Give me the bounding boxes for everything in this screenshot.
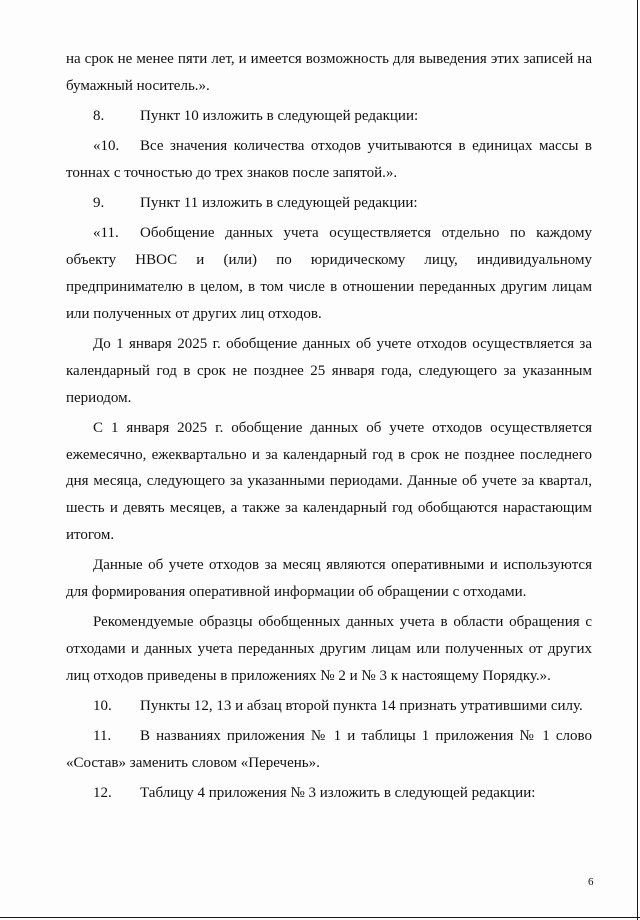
document-body	[66, 46, 592, 807]
item-11-quote	[66, 220, 592, 247]
text-line: или полученных от других лиц отходов.	[66, 305, 322, 322]
item-number: 9.	[93, 195, 105, 212]
text-line: «Состав» заменить словом «Перечень».	[66, 754, 320, 771]
item-text: Пункт 10 изложить в следующей редакции:	[140, 107, 419, 124]
item-number: 11.	[93, 728, 112, 745]
text-line: дня месяца, следующего за указанными периодами. Данные об учете за квартал,	[66, 473, 592, 490]
page-number: 6	[588, 876, 594, 888]
text-line: Рекомендуемые образцы обобщенных данных учета в области обращения с	[93, 614, 592, 631]
text-line: предпринимателю в целом, в том числе в отношении переданных другим лицам	[66, 278, 592, 295]
text-line: Данные об учете отходов за месяц являются оперативными и используются	[93, 557, 592, 574]
text-line: календарный год в срок не позднее 25 января года, следующего за указанным	[66, 362, 592, 379]
text-line: для формирования оперативной информации об обращении с отходами.	[66, 583, 527, 600]
item-number: 10.	[93, 697, 112, 714]
text-line: До 1 января 2025 г. обобщение данных об учете отходов осуществляется за	[93, 335, 592, 352]
scan-edge-right	[637, 0, 638, 920]
item-number: «10.	[93, 138, 120, 155]
text-line: тоннах с точностью до трех знаков после запятой.».	[66, 164, 398, 181]
item-11	[66, 723, 592, 750]
item-text: Таблицу 4 приложения № 3 изложить в следующей редакции:	[140, 785, 536, 802]
item-text: Пункты 12, 13 и абзац второй пункта 14 признать утратившими силу.	[140, 697, 583, 714]
text-line: на срок не менее пяти лет, и имеется возможность для выведения этих записей на	[66, 51, 592, 67]
text-line: лиц отходов приведены в приложениях № 2 и № 3 к настоящему Порядку.».	[66, 667, 551, 684]
text-line: ежемесячно, ежеквартально и за календарный год в срок не позднее последнего	[66, 446, 592, 463]
item-text: В названиях приложения № 1 и таблицы 1 приложения № 1 слово	[140, 728, 592, 745]
item-number: 12.	[93, 785, 112, 802]
item-text: Пункт 11 изложить в следующей редакции:	[140, 195, 418, 212]
item-number: 8.	[93, 107, 105, 124]
text-line: шесть и девять месяцев, а также за календарный год обобщаются нарастающим	[66, 500, 592, 517]
text-line: итогом.	[66, 526, 115, 543]
item-9	[66, 190, 592, 217]
text-line: С 1 января 2025 г. обобщение данных об учете отходов осуществляется	[93, 419, 592, 436]
text-line: бумажный носитель.».	[66, 77, 210, 94]
item-text: Все значения количества отходов учитываются в единицах массы в	[140, 138, 592, 155]
item-8	[66, 103, 592, 130]
scan-edge-bottom	[0, 917, 640, 918]
item-12	[66, 780, 592, 807]
item-number: «11.	[93, 225, 119, 242]
text-line: отходами и данных учета переданных другим лицам или полученных от других	[66, 640, 592, 657]
item-10-quote	[66, 133, 592, 160]
item-text: Обобщение данных учета осуществляется отдельно по каждому	[140, 225, 592, 242]
text-line: объекту НВОС и (или) по юридическому лицу, индивидуальному	[66, 252, 592, 269]
text-line: периодом.	[66, 389, 132, 406]
item-10	[66, 693, 592, 720]
